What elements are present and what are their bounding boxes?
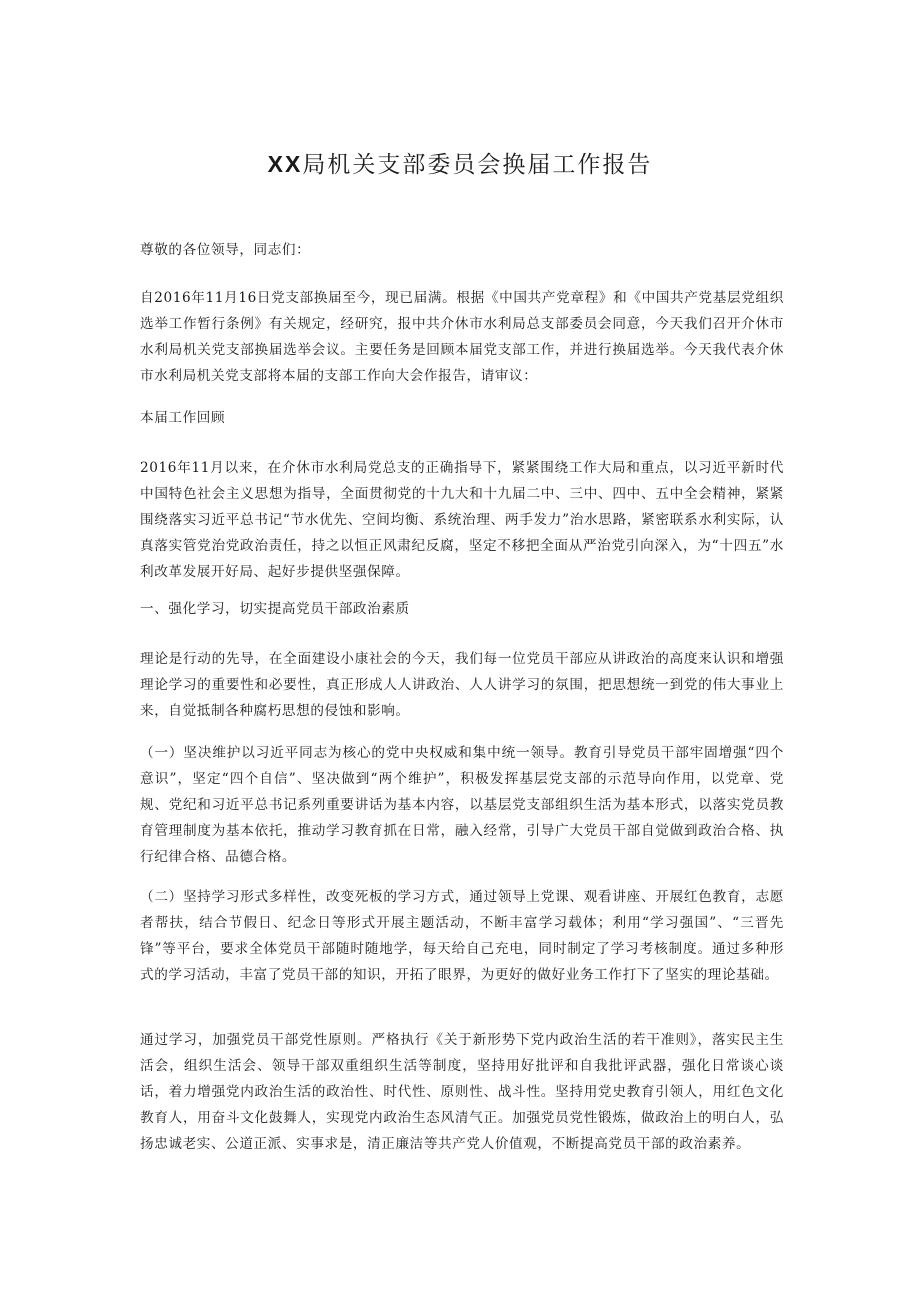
title-prefix: XX xyxy=(267,151,303,177)
paragraph-item-2: （二）坚持学习形式多样性，改变死板的学习方式，通过领导上党课、观看讲座、开展红色教育，志愿者帮扶，结合节假日、纪念日等形式开展主题活动，不断丰富学习载体；利用“学习强国”、“三晋先锋”等平台，要求全体党员干部随时随地学，每天给自己充电，同时制定了学习考核制度。通过多种形式的学习活动，丰富了党员干部的知识，开拓了眼界，为更好的做好业务工作打下了坚实的理论基础。 xyxy=(140,889,784,983)
greeting: 尊敬的各位领导，同志们： xyxy=(140,242,311,258)
section-heading-review: 本届工作回顾 xyxy=(140,410,226,426)
paragraph-review: 2016年11月以来，在介休市水利局党总支的正确指导下，紧紧围绕工作大局和重点，以习近平新时代中国特色社会主义思想为指导，全面贯彻党的十九大和十九届二中、三中、四中、五中全会精神，紧紧围绕落实习近平总书记“节水优先、空间均衡、系统治理、两手发力”治水思路，紧密联系水利实际，认真落实管党治党政治责任，持之以恒正风肃纪反腐，坚定不移把全面从严治党引向深入，为“十四五”水利改革发展开好局、起好步提供坚强保障。 xyxy=(140,460,784,580)
paragraph-intro: 自2016年11月16日党支部换届至今，现已届满。根据《中国共产党章程》和《中国共产党基层党组织选举工作暂行条例》有关规定，经研究，报中共介休市水利局总支部委员会同意，今天我们召开介休市水利局机关党支部换届选举会议。主要任务是回顾本届党支部工作，并进行换届选举。今天我代表介休市水利局机关党支部将本届的支部工作向大会作报告，请审议： xyxy=(140,290,784,384)
paragraph-party-principle: 通过学习，加强党员干部党性原则。严格执行《关于新形势下党内政治生活的若干准则》，落实民主生活会，组织生活会、领导干部双重组织生活等制度，坚持用好批评和自我批评武器，强化日常谈心谈话，着力增强党内政治生活的政治性、时代性、原则性、战斗性。坚持用党史教育引领人，用红色文化教育人，用奋斗文化鼓舞人，实现党内政治生态风清气正。加强党员党性锻炼，做政治上的明白人，弘扬忠诚老实、公道正派、实事求是，清正廉洁等共产党人价值观，不断提高党员干部的政治素养。 xyxy=(140,1032,784,1152)
title-main: 局机关支部委员会换届工作报告 xyxy=(302,152,653,178)
paragraph-theory: 理论是行动的先导，在全面建设小康社会的今天，我们每一位党员干部应从讲政治的高度来认识和增强理论学习的重要性和必要性，真正形成人人讲政治、人人讲学习的氛围，把思想统一到党的伟大事业上来，自觉抵制各种腐朽思想的侵蚀和影响。 xyxy=(140,651,784,719)
document-title xyxy=(0,146,920,179)
section-heading-1: 一、强化学习，切实提高党员干部政治素质 xyxy=(140,601,410,617)
paragraph-item-1: （一）坚决维护以习近平同志为核心的党中央权威和集中统一领导。教育引导党员干部牢固增强“四个意识”，坚定“四个自信”、坚决做到“两个维护”，积极发挥基层党支部的示范导向作用，以党章、党规、党纪和习近平总书记系列重要讲话为基本内容，以基层党支部组织生活为基本形式，以落实党员教育管理制度为基本依托，推动学习教育抓在日常，融入经常，引导广大党员干部自觉做到政治合格、执行纪律合格、品德合格。 xyxy=(140,745,784,865)
